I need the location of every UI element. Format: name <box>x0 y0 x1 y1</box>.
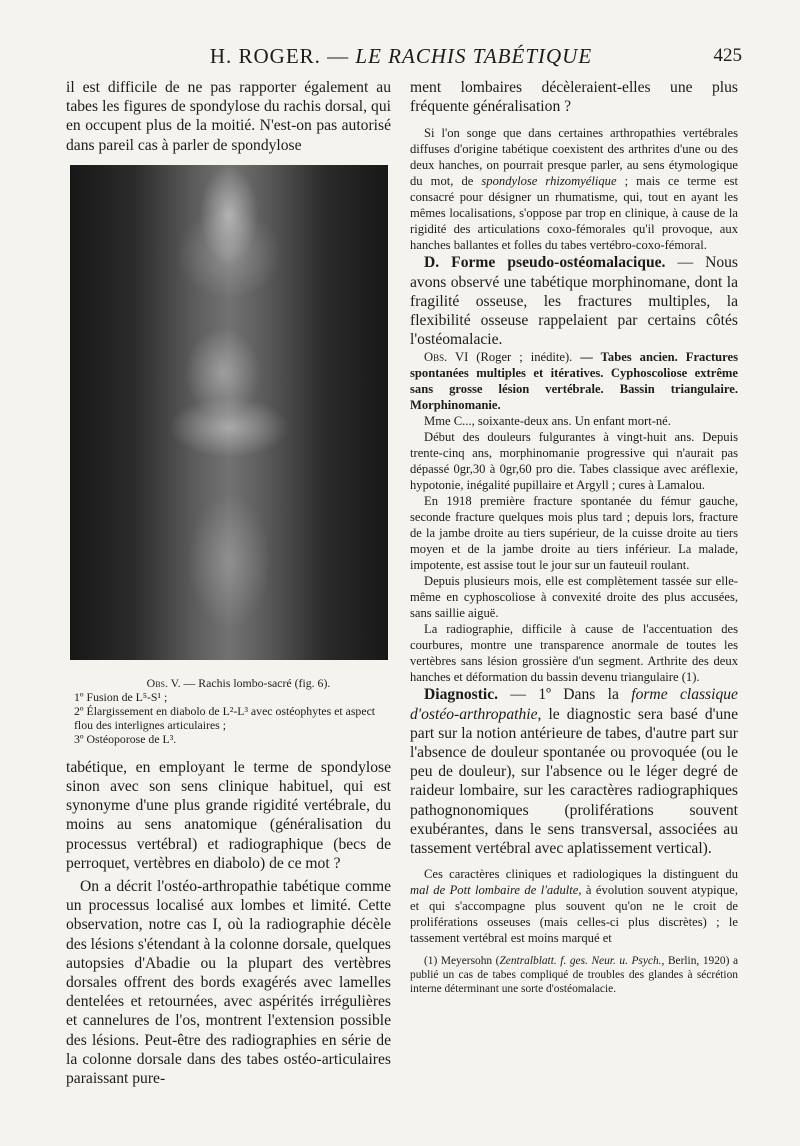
caption-obs: Obs. V. <box>146 675 181 690</box>
caption-item-2: 2º Élargissement en diabolo de L²-L³ avec ostéophytes et aspect flou des interlignes articulaires ; <box>74 703 376 732</box>
footnote-text-b: , Berlin, 1920) a publié un cas de tabes compliqué de troubles des glandes à sécrétion interne déterminant une sorte d'ostéomalacie. <box>410 955 739 996</box>
footnote-text-a: (1) Meyersohn ( <box>424 955 500 968</box>
diagnostic-text-b: , le diagnostic sera basé d'une part sur la notion antérieure de tabes, d'autre part sur l'absence de douleur spontanée ou provoquée (ou le peu de douleur), sur l'absence ou le léger degré de raideur lombaire, sur les caractères radiographiques pathognonomiques (proliférations souvent exubérantes, dans le sens transversal, associées au tassement vertébral avec aplatissement vertical). <box>410 705 738 858</box>
obs6-paragraph-4: Depuis plusieurs mois, elle est complètement tassée sur elle-même en cyphoscoliose à convexité droite des plus accusées, sans saillie aiguë. <box>410 574 738 621</box>
obs6-title: — Tabes ancien. Fractures spontanées multiples et itératives. Cyphoscoliose extrême sans grosse lésion vertébrale. Bassin triangulaire. Morphinomanie. <box>410 350 738 413</box>
caption-title <box>86 676 391 690</box>
running-header <box>60 44 742 74</box>
footnote-italic: Zentralblatt. f. ges. Neur. u. Psych. <box>499 955 662 968</box>
obs6-label: Obs. VI <box>424 350 469 365</box>
caption-item-1: 1º Fusion de L⁵-S¹ ; <box>74 689 168 704</box>
page-number: 425 <box>713 45 742 66</box>
last-italic: mal de Pott lombaire de l'adulte <box>410 883 579 898</box>
footnote <box>410 954 738 996</box>
obs6-paragraph-1: Mme C..., soixante-deux ans. Un enfant mort-né. <box>424 414 671 429</box>
running-title <box>60 44 742 69</box>
p2-text-a: Si l'on songe que dans certaines arthropathies vertébrales diffuses d'origine tabétique coexistent des arthrites d'une ou des deux hanches, on pourrait presque parler, au sens étymologique du mot, de <box>410 126 738 189</box>
right-paragraph-2 <box>410 125 738 253</box>
header-author: H. ROGER. <box>209 44 321 68</box>
left-column <box>66 78 391 1088</box>
radiograph-figure <box>70 165 388 660</box>
left-paragraph-2: tabétique, en employant le terme de spondylose sinon avec son sens clinique habituel, qui est synonyme d'une plus grande rigidité vertébrale, du moins au sens anatomique (généralisation du processus vertébral) et radiographique (becs de perroquet, vertèbres en diabolo) de ce mot ? <box>66 758 391 872</box>
caption-text: — Rachis lombo-sacré (fig. 6). <box>180 675 331 690</box>
section-d-heading: D. Forme pseudo-ostéomalacique. <box>424 254 666 272</box>
p2-italic: spondylose rhizomyélique <box>481 174 617 189</box>
header-title: LE RACHIS TABÉTIQUE <box>355 44 593 68</box>
diagnostic-text-a: — 1º Dans la <box>498 686 632 704</box>
left-paragraph-1: il est difficile de ne pas rapporter également au tabes les figures de spondylose du rachis dorsal, qui en occupent plus de la moitié. N'est-on pas autorisé dans pareil cas à parler de spondylose <box>66 79 391 154</box>
section-d <box>410 253 738 349</box>
p2-text-b: ; mais ce terme est consacré pour désigner un rhumatisme, qui, tout en ayant les mêmes localisations, s'oppose par trop en clinique, à cause de la rigidité des articulations coxo-fémorales qu'il provoque, aux hanches ballantes et folles du tabes vertébro-coxo-fémoral. <box>410 174 738 253</box>
last-text-a: Ces caractères cliniques et radiologiques la distinguent du <box>424 867 738 882</box>
right-column <box>410 78 738 996</box>
obs6-paragraph-5: La radiographie, difficile à cause de l'accentuation des courbures, montre une transparence anormale de toutes les vertèbres sans lésion grossière d'un segment. Arthrite des deux hanches et déformation du bassin devenu triangulaire (1). <box>410 622 738 685</box>
left-paragraph-3: On a décrit l'ostéo-arthropathie tabétique comme un processus localisé aux lombes et limité. Cette observation, notre cas I, où la radiographie décèle des lésions s'étendant à la colonne dorsale, quelques autopsies d'Abadie ou la plupart des vertèbres dorsales offrent des bords exagérés avec lamelles dentelées et retournées, avec aspérités irrégulières et cannelures de l'os, montrent l'extension possible des lésions. Peut-être des radiographies en série de la colonne dorsale dans des tabes ostéo-articulaires paraissant pure- <box>66 878 391 1088</box>
obs6-heading <box>410 349 738 413</box>
obs6-paren: (Roger ; inédite). <box>468 350 573 365</box>
header-dash: — <box>320 44 356 68</box>
obs6-paragraph-2: Début des douleurs fulgurantes à vingt-huit ans. Depuis trente-cinq ans, morphinomanie progressive qui n'aurait pas dépassé 0gr,30 à 0gr,60 pro die. Tabes classique avec aréflexie, hypotonie, inégalité pupillaire et Argyll ; cures à Lamalou. <box>410 430 738 493</box>
right-last-paragraph <box>410 866 738 946</box>
section-d-text: — Nous avons observé une tabétique morphinomane, dont la fragilité osseuse, les fractures multiples, la flexibilité osseuse rappelaient par certains côtés l'ostéomalacie. <box>410 254 738 349</box>
caption-item-3: 3º Ostéoporose de L³. <box>74 731 177 746</box>
last-text-b: , à évolution souvent atypique, et qui s'accompagne plus souvent qu'on ne le croit de proliférations osseuses (mais celles-ci plus discrètes) ; le tassement vertébral est moins marqué et <box>410 883 739 946</box>
obs6-paragraph-3: En 1918 première fracture spontanée du fémur gauche, seconde fracture quelques mois plus tard ; depuis lors, fracture de la jambe droite au tiers supérieur, de la cuisse droite au tiers moyen et de la jambe droite au tiers inférieur. La malade, impotente, est assise tout le jour sur un fauteuil roulant. <box>410 494 738 573</box>
diagnostic-heading: Diagnostic. <box>424 686 499 704</box>
diagnostic-italic: forme classique d'ostéo-arthropathie <box>410 686 738 723</box>
diagnostic-section <box>410 685 738 858</box>
figure-caption <box>66 676 391 746</box>
right-paragraph-1: ment lombaires décèleraient-elles une plus fréquente généralisation ? <box>410 79 738 116</box>
